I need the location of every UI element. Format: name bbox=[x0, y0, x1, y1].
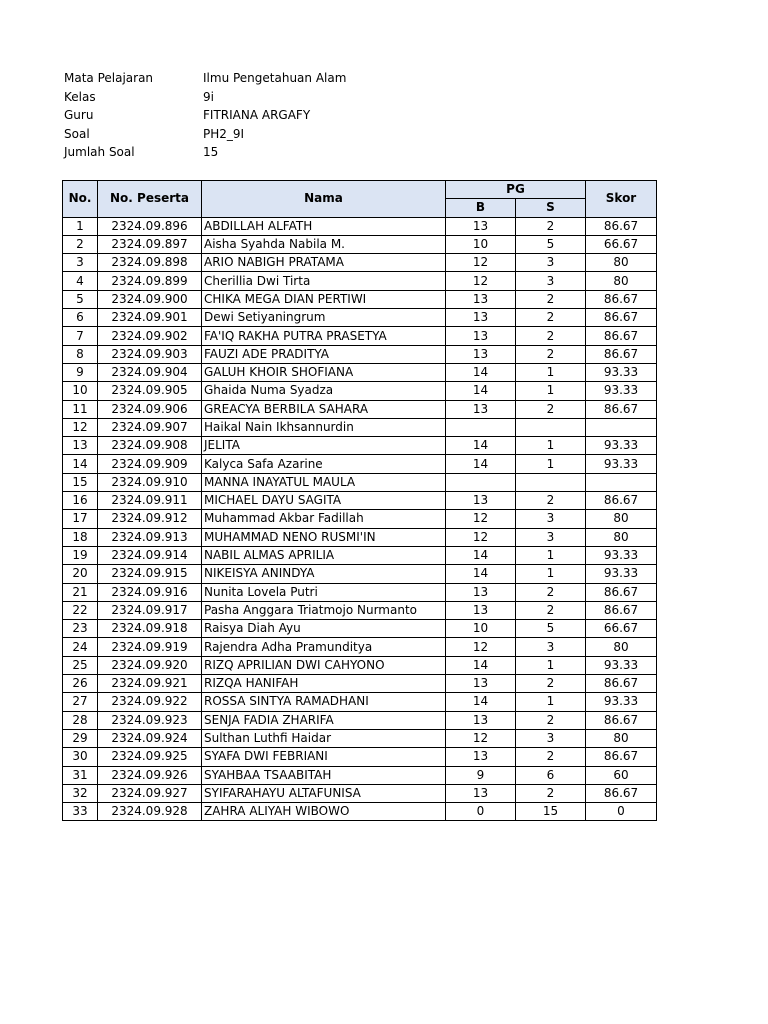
cell-no: 3 bbox=[63, 254, 98, 272]
cell-no-peserta: 2324.09.912 bbox=[98, 510, 202, 528]
header-benar: B bbox=[446, 199, 516, 217]
cell-benar: 13 bbox=[446, 327, 516, 345]
table-row bbox=[63, 363, 657, 381]
cell-skor: 86.67 bbox=[586, 345, 657, 363]
cell-skor: 93.33 bbox=[586, 363, 657, 381]
cell-nama: ROSSA SINTYA RAMADHANI bbox=[202, 693, 446, 711]
cell-skor: 86.67 bbox=[586, 309, 657, 327]
cell-no-peserta: 2324.09.901 bbox=[98, 309, 202, 327]
header-no: No. bbox=[63, 181, 98, 218]
cell-nama: Sulthan Luthfi Haidar bbox=[202, 729, 446, 747]
cell-no: 30 bbox=[63, 748, 98, 766]
cell-no: 11 bbox=[63, 400, 98, 418]
cell-no: 13 bbox=[63, 437, 98, 455]
cell-benar: 10 bbox=[446, 620, 516, 638]
cell-no-peserta: 2324.09.908 bbox=[98, 437, 202, 455]
cell-salah: 2 bbox=[516, 327, 586, 345]
cell-nama: SENJA FADIA ZHARIFA bbox=[202, 711, 446, 729]
cell-no-peserta: 2324.09.920 bbox=[98, 656, 202, 674]
cell-no: 7 bbox=[63, 327, 98, 345]
cell-benar bbox=[446, 418, 516, 436]
table-row bbox=[63, 620, 657, 638]
table-row bbox=[63, 272, 657, 290]
header-nama: Nama bbox=[202, 181, 446, 218]
cell-benar: 13 bbox=[446, 784, 516, 802]
cell-no: 21 bbox=[63, 583, 98, 601]
cell-nama: SYAFA DWI FEBRIANI bbox=[202, 748, 446, 766]
table-row bbox=[63, 729, 657, 747]
cell-nama: Aisha Syahda Nabila M. bbox=[202, 235, 446, 253]
table-row bbox=[63, 803, 657, 821]
cell-salah bbox=[516, 473, 586, 491]
cell-nama: Ghaida Numa Syadza bbox=[202, 382, 446, 400]
cell-no-peserta: 2324.09.902 bbox=[98, 327, 202, 345]
cell-no: 29 bbox=[63, 729, 98, 747]
cell-nama: SYIFARAHAYU ALTAFUNISA bbox=[202, 784, 446, 802]
cell-nama: MICHAEL DAYU SAGITA bbox=[202, 492, 446, 510]
cell-salah: 3 bbox=[516, 638, 586, 656]
cell-nama: FA'IQ RAKHA PUTRA PRASETYA bbox=[202, 327, 446, 345]
score-table bbox=[62, 180, 657, 821]
table-body bbox=[63, 217, 657, 821]
cell-nama: Raisya Diah Ayu bbox=[202, 620, 446, 638]
table-row bbox=[63, 492, 657, 510]
cell-no: 22 bbox=[63, 601, 98, 619]
header-pg: PG bbox=[446, 181, 586, 199]
cell-salah: 3 bbox=[516, 510, 586, 528]
cell-salah: 1 bbox=[516, 693, 586, 711]
info-label: Guru bbox=[64, 108, 94, 122]
cell-skor: 66.67 bbox=[586, 620, 657, 638]
cell-salah: 2 bbox=[516, 217, 586, 235]
cell-no-peserta: 2324.09.917 bbox=[98, 601, 202, 619]
cell-no-peserta: 2324.09.918 bbox=[98, 620, 202, 638]
cell-nama: ZAHRA ALIYAH WIBOWO bbox=[202, 803, 446, 821]
cell-salah: 1 bbox=[516, 437, 586, 455]
cell-benar: 13 bbox=[446, 309, 516, 327]
cell-no: 9 bbox=[63, 363, 98, 381]
table-row bbox=[63, 638, 657, 656]
cell-skor: 93.33 bbox=[586, 546, 657, 564]
cell-no: 33 bbox=[63, 803, 98, 821]
cell-salah: 2 bbox=[516, 583, 586, 601]
info-value: 15 bbox=[203, 145, 219, 159]
info-value: Ilmu Pengetahuan Alam bbox=[203, 71, 347, 85]
info-row bbox=[64, 88, 346, 107]
cell-no-peserta: 2324.09.896 bbox=[98, 217, 202, 235]
cell-salah: 2 bbox=[516, 309, 586, 327]
cell-salah: 15 bbox=[516, 803, 586, 821]
info-value: PH2_9I bbox=[203, 126, 245, 141]
cell-salah: 6 bbox=[516, 766, 586, 784]
cell-benar: 14 bbox=[446, 437, 516, 455]
cell-no: 19 bbox=[63, 546, 98, 564]
cell-benar: 13 bbox=[446, 492, 516, 510]
cell-salah: 1 bbox=[516, 363, 586, 381]
cell-benar: 12 bbox=[446, 510, 516, 528]
cell-skor: 86.67 bbox=[586, 675, 657, 693]
info-value: FITRIANA ARGAFY bbox=[203, 108, 311, 122]
cell-no: 26 bbox=[63, 675, 98, 693]
info-row bbox=[64, 69, 346, 88]
cell-no-peserta: 2324.09.906 bbox=[98, 400, 202, 418]
cell-no-peserta: 2324.09.898 bbox=[98, 254, 202, 272]
cell-skor: 93.33 bbox=[586, 565, 657, 583]
cell-nama: Dewi Setiyaningrum bbox=[202, 309, 446, 327]
table-row bbox=[63, 290, 657, 308]
cell-nama: Muhammad Akbar Fadillah bbox=[202, 510, 446, 528]
cell-no-peserta: 2324.09.904 bbox=[98, 363, 202, 381]
cell-benar: 12 bbox=[446, 729, 516, 747]
table-row bbox=[63, 675, 657, 693]
table-row bbox=[63, 418, 657, 436]
table-row bbox=[63, 601, 657, 619]
cell-benar: 14 bbox=[446, 382, 516, 400]
table-header bbox=[63, 181, 657, 218]
cell-skor: 80 bbox=[586, 729, 657, 747]
cell-no: 5 bbox=[63, 290, 98, 308]
cell-no-peserta: 2324.09.923 bbox=[98, 711, 202, 729]
cell-nama: Haikal Nain Ikhsannurdin bbox=[202, 418, 446, 436]
cell-skor: 86.67 bbox=[586, 711, 657, 729]
cell-no-peserta: 2324.09.925 bbox=[98, 748, 202, 766]
cell-salah: 2 bbox=[516, 675, 586, 693]
cell-salah: 2 bbox=[516, 345, 586, 363]
info-value: 9i bbox=[203, 89, 214, 104]
cell-no: 15 bbox=[63, 473, 98, 491]
cell-no-peserta: 2324.09.911 bbox=[98, 492, 202, 510]
cell-salah: 2 bbox=[516, 748, 586, 766]
cell-nama: GALUH KHOIR SHOFIANA bbox=[202, 363, 446, 381]
table-row bbox=[63, 565, 657, 583]
cell-nama: Pasha Anggara Triatmojo Nurmanto bbox=[202, 601, 446, 619]
cell-skor: 86.67 bbox=[586, 583, 657, 601]
cell-salah: 1 bbox=[516, 546, 586, 564]
cell-skor: 86.67 bbox=[586, 784, 657, 802]
table-row bbox=[63, 473, 657, 491]
cell-benar: 14 bbox=[446, 455, 516, 473]
cell-nama: RIZQ APRILIAN DWI CAHYONO bbox=[202, 656, 446, 674]
cell-skor: 60 bbox=[586, 766, 657, 784]
table-row bbox=[63, 711, 657, 729]
cell-no-peserta: 2324.09.919 bbox=[98, 638, 202, 656]
cell-salah: 2 bbox=[516, 601, 586, 619]
table-row bbox=[63, 235, 657, 253]
cell-no: 28 bbox=[63, 711, 98, 729]
info-row bbox=[64, 106, 346, 125]
cell-skor: 93.33 bbox=[586, 693, 657, 711]
cell-no: 12 bbox=[63, 418, 98, 436]
info-row bbox=[64, 143, 346, 162]
cell-no: 27 bbox=[63, 693, 98, 711]
cell-no-peserta: 2324.09.900 bbox=[98, 290, 202, 308]
cell-benar: 13 bbox=[446, 583, 516, 601]
table-row bbox=[63, 656, 657, 674]
table-row bbox=[63, 254, 657, 272]
cell-salah: 3 bbox=[516, 528, 586, 546]
cell-skor: 80 bbox=[586, 510, 657, 528]
cell-salah: 1 bbox=[516, 455, 586, 473]
cell-skor: 86.67 bbox=[586, 748, 657, 766]
cell-no-peserta: 2324.09.903 bbox=[98, 345, 202, 363]
cell-skor: 86.67 bbox=[586, 400, 657, 418]
cell-salah: 5 bbox=[516, 235, 586, 253]
cell-nama: ABDILLAH ALFATH bbox=[202, 217, 446, 235]
cell-benar: 13 bbox=[446, 400, 516, 418]
cell-salah: 2 bbox=[516, 784, 586, 802]
cell-no-peserta: 2324.09.905 bbox=[98, 382, 202, 400]
cell-salah: 2 bbox=[516, 711, 586, 729]
cell-benar: 14 bbox=[446, 363, 516, 381]
cell-nama: GREACYA BERBILA SAHARA bbox=[202, 400, 446, 418]
cell-no-peserta: 2324.09.915 bbox=[98, 565, 202, 583]
cell-nama: ARIO NABIGH PRATAMA bbox=[202, 254, 446, 272]
cell-salah: 2 bbox=[516, 400, 586, 418]
cell-no: 4 bbox=[63, 272, 98, 290]
cell-skor: 66.67 bbox=[586, 235, 657, 253]
cell-benar: 13 bbox=[446, 601, 516, 619]
cell-benar: 13 bbox=[446, 217, 516, 235]
header-no-peserta: No. Peserta bbox=[98, 181, 202, 218]
header-salah: S bbox=[516, 199, 586, 217]
cell-no: 23 bbox=[63, 620, 98, 638]
cell-benar: 14 bbox=[446, 565, 516, 583]
cell-benar: 14 bbox=[446, 546, 516, 564]
cell-no-peserta: 2324.09.926 bbox=[98, 766, 202, 784]
info-label: Kelas bbox=[64, 89, 96, 104]
cell-salah: 5 bbox=[516, 620, 586, 638]
cell-no-peserta: 2324.09.924 bbox=[98, 729, 202, 747]
cell-skor: 80 bbox=[586, 254, 657, 272]
cell-no-peserta: 2324.09.921 bbox=[98, 675, 202, 693]
cell-skor: 93.33 bbox=[586, 382, 657, 400]
info-row bbox=[64, 125, 346, 144]
cell-skor: 86.67 bbox=[586, 601, 657, 619]
table-row bbox=[63, 309, 657, 327]
cell-nama: Cherillia Dwi Tirta bbox=[202, 272, 446, 290]
table-row bbox=[63, 327, 657, 345]
table-row bbox=[63, 693, 657, 711]
cell-salah: 1 bbox=[516, 565, 586, 583]
cell-skor: 86.67 bbox=[586, 327, 657, 345]
cell-nama: JELITA bbox=[202, 437, 446, 455]
cell-benar: 12 bbox=[446, 638, 516, 656]
cell-skor: 93.33 bbox=[586, 455, 657, 473]
cell-benar: 12 bbox=[446, 254, 516, 272]
cell-no: 25 bbox=[63, 656, 98, 674]
cell-benar: 14 bbox=[446, 656, 516, 674]
cell-skor: 86.67 bbox=[586, 217, 657, 235]
cell-benar: 0 bbox=[446, 803, 516, 821]
cell-skor: 86.67 bbox=[586, 492, 657, 510]
cell-no-peserta: 2324.09.916 bbox=[98, 583, 202, 601]
cell-no: 6 bbox=[63, 309, 98, 327]
cell-nama: NIKEISYA ANINDYA bbox=[202, 565, 446, 583]
table-row bbox=[63, 748, 657, 766]
cell-nama: MANNA INAYATUL MAULA bbox=[202, 473, 446, 491]
info-label: Soal bbox=[64, 126, 90, 141]
cell-no-peserta: 2324.09.907 bbox=[98, 418, 202, 436]
cell-benar: 13 bbox=[446, 675, 516, 693]
cell-no-peserta: 2324.09.928 bbox=[98, 803, 202, 821]
cell-benar: 13 bbox=[446, 345, 516, 363]
table-row bbox=[63, 583, 657, 601]
cell-skor: 93.33 bbox=[586, 437, 657, 455]
table-row bbox=[63, 345, 657, 363]
cell-no-peserta: 2324.09.922 bbox=[98, 693, 202, 711]
cell-no: 14 bbox=[63, 455, 98, 473]
cell-no-peserta: 2324.09.913 bbox=[98, 528, 202, 546]
cell-no-peserta: 2324.09.910 bbox=[98, 473, 202, 491]
cell-skor bbox=[586, 473, 657, 491]
cell-no: 32 bbox=[63, 784, 98, 802]
cell-salah: 2 bbox=[516, 290, 586, 308]
table-row bbox=[63, 217, 657, 235]
table-row bbox=[63, 437, 657, 455]
cell-skor: 86.67 bbox=[586, 290, 657, 308]
cell-no-peserta: 2324.09.914 bbox=[98, 546, 202, 564]
cell-nama: SYAHBAA TSAABITAH bbox=[202, 766, 446, 784]
cell-benar: 13 bbox=[446, 290, 516, 308]
cell-no: 8 bbox=[63, 345, 98, 363]
cell-salah: 2 bbox=[516, 492, 586, 510]
cell-nama: CHIKA MEGA DIAN PERTIWI bbox=[202, 290, 446, 308]
table-row bbox=[63, 528, 657, 546]
cell-skor: 93.33 bbox=[586, 656, 657, 674]
cell-salah: 1 bbox=[516, 382, 586, 400]
cell-benar: 9 bbox=[446, 766, 516, 784]
cell-no: 31 bbox=[63, 766, 98, 784]
cell-nama: Kalyca Safa Azarine bbox=[202, 455, 446, 473]
cell-benar: 10 bbox=[446, 235, 516, 253]
cell-nama: NABIL ALMAS APRILIA bbox=[202, 546, 446, 564]
table-row bbox=[63, 400, 657, 418]
cell-benar: 13 bbox=[446, 711, 516, 729]
cell-no: 16 bbox=[63, 492, 98, 510]
cell-benar: 12 bbox=[446, 272, 516, 290]
table-row bbox=[63, 766, 657, 784]
info-label: Jumlah Soal bbox=[64, 145, 135, 159]
table-row bbox=[63, 382, 657, 400]
cell-salah: 3 bbox=[516, 729, 586, 747]
cell-no-peserta: 2324.09.909 bbox=[98, 455, 202, 473]
cell-skor: 0 bbox=[586, 803, 657, 821]
cell-skor bbox=[586, 418, 657, 436]
table-row bbox=[63, 546, 657, 564]
cell-skor: 80 bbox=[586, 528, 657, 546]
cell-benar: 13 bbox=[446, 748, 516, 766]
cell-nama: Nunita Lovela Putri bbox=[202, 583, 446, 601]
cell-no: 2 bbox=[63, 235, 98, 253]
cell-no: 18 bbox=[63, 528, 98, 546]
cell-no: 10 bbox=[63, 382, 98, 400]
info-label: Mata Pelajaran bbox=[64, 71, 154, 85]
cell-no: 1 bbox=[63, 217, 98, 235]
cell-salah: 3 bbox=[516, 272, 586, 290]
info-block bbox=[64, 69, 346, 162]
cell-skor: 80 bbox=[586, 638, 657, 656]
cell-salah bbox=[516, 418, 586, 436]
cell-benar: 12 bbox=[446, 528, 516, 546]
cell-benar bbox=[446, 473, 516, 491]
cell-nama: FAUZI ADE PRADITYA bbox=[202, 345, 446, 363]
cell-skor: 80 bbox=[586, 272, 657, 290]
cell-no-peserta: 2324.09.897 bbox=[98, 235, 202, 253]
cell-no: 17 bbox=[63, 510, 98, 528]
cell-benar: 14 bbox=[446, 693, 516, 711]
table-row bbox=[63, 510, 657, 528]
cell-no-peserta: 2324.09.927 bbox=[98, 784, 202, 802]
cell-no-peserta: 2324.09.899 bbox=[98, 272, 202, 290]
cell-nama: RIZQA HANIFAH bbox=[202, 675, 446, 693]
cell-salah: 3 bbox=[516, 254, 586, 272]
cell-no: 20 bbox=[63, 565, 98, 583]
table-row bbox=[63, 455, 657, 473]
cell-nama: Rajendra Adha Pramunditya bbox=[202, 638, 446, 656]
table-row bbox=[63, 784, 657, 802]
cell-salah: 1 bbox=[516, 656, 586, 674]
cell-no: 24 bbox=[63, 638, 98, 656]
cell-nama: MUHAMMAD NENO RUSMI'IN bbox=[202, 528, 446, 546]
header-skor: Skor bbox=[586, 181, 657, 218]
